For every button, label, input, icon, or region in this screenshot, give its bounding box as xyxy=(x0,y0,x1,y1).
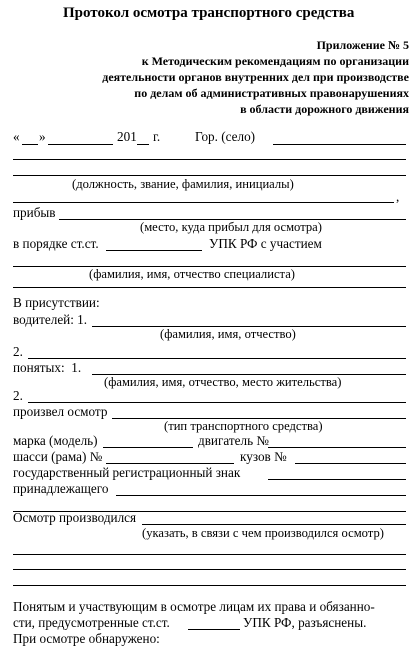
month-blank[interactable] xyxy=(48,144,113,145)
witness-2-number: 2. xyxy=(13,388,23,403)
found-label: При осмотре обнаружено: xyxy=(13,631,160,646)
reason-blank[interactable] xyxy=(142,524,406,525)
place-blank[interactable] xyxy=(273,144,406,145)
year-blank[interactable] xyxy=(137,144,149,145)
rights-line-1: Понятым и участвующим в осмотре лицам их права и обязанно- xyxy=(13,599,375,614)
driver-hint: (фамилия, имя, отчество) xyxy=(160,327,296,341)
brand-label: марка (модель) xyxy=(13,433,98,448)
appendix-line-3: деятельности органов внутренних дел при производстве xyxy=(102,70,409,84)
reason-line-2[interactable] xyxy=(13,554,406,555)
drivers-label: водителей: 1. xyxy=(13,312,88,327)
chassis-label: шасси (рама) № xyxy=(13,449,103,464)
vehicle-type-hint: (тип транспортного средства) xyxy=(164,419,323,433)
quote-close: » xyxy=(39,129,46,144)
reg-sign-label: государственный регистрационный знак xyxy=(13,465,241,480)
rights-line-2a: сти, предусмотренные ст.ст. xyxy=(13,615,170,630)
reg-sign-blank[interactable] xyxy=(268,479,406,480)
owner-label: принадлежащего xyxy=(13,481,109,496)
appendix-line-5: в области дорожного движения xyxy=(240,102,409,116)
order-prefix: в порядке ст.ст. xyxy=(13,236,99,251)
quote-open: « xyxy=(13,129,20,144)
place-label: Гор. (село) xyxy=(195,129,256,144)
place-hint: (место, куда прибыл для осмотра) xyxy=(140,220,322,234)
specialist-hint: (фамилия, имя, отчество специалиста) xyxy=(89,267,295,281)
inspected-label: произвел осмотр xyxy=(13,404,108,419)
order-suffix: УПК РФ с участием xyxy=(209,236,322,251)
year-suffix: г. xyxy=(153,129,161,144)
articles-blank[interactable] xyxy=(106,250,202,251)
reason-hint: (указать, в связи с чем производился осмотр) xyxy=(142,526,384,540)
presence-label: В присутствии: xyxy=(13,295,100,310)
witness-hint: (фамилия, имя, отчество, место жительства) xyxy=(104,375,342,389)
chassis-blank[interactable] xyxy=(106,463,234,464)
appendix-number: Приложение № 5 xyxy=(316,38,409,52)
engine-label: двигатель № xyxy=(198,433,270,448)
witnesses-label: понятых: 1. xyxy=(13,360,82,375)
owner-blank[interactable] xyxy=(116,495,406,496)
reason-line-4[interactable] xyxy=(13,585,406,586)
witness-2-blank[interactable] xyxy=(28,402,406,403)
document-title: Протокол осмотра транспортного средства xyxy=(63,5,355,21)
body-blank[interactable] xyxy=(295,463,406,464)
rights-line-2b: УПК РФ, разъяснены. xyxy=(243,615,367,630)
body-label: кузов № xyxy=(240,449,287,464)
year-prefix: 201 xyxy=(117,129,137,144)
driver-2-blank[interactable] xyxy=(28,358,406,359)
position-line-1[interactable] xyxy=(13,159,406,160)
position-line-2[interactable] xyxy=(13,175,406,176)
position-line-3[interactable] xyxy=(13,202,394,203)
day-blank[interactable] xyxy=(22,144,38,145)
rights-articles-blank[interactable] xyxy=(188,629,240,630)
reason-label: Осмотр производился xyxy=(13,510,137,525)
appendix-line-4: по делам об административных правонарушениях xyxy=(134,86,409,100)
engine-blank[interactable] xyxy=(268,447,406,448)
arrived-label: прибыв xyxy=(13,205,56,220)
driver-2-number: 2. xyxy=(13,344,23,359)
reason-line-3[interactable] xyxy=(13,569,406,570)
brand-blank[interactable] xyxy=(103,447,193,448)
specialist-line-2[interactable] xyxy=(13,287,406,288)
comma: , xyxy=(396,189,400,204)
position-hint: (должность, звание, фамилия, инициалы) xyxy=(72,177,294,191)
appendix-line-2: к Методическим рекомендациям по организации xyxy=(141,54,409,68)
